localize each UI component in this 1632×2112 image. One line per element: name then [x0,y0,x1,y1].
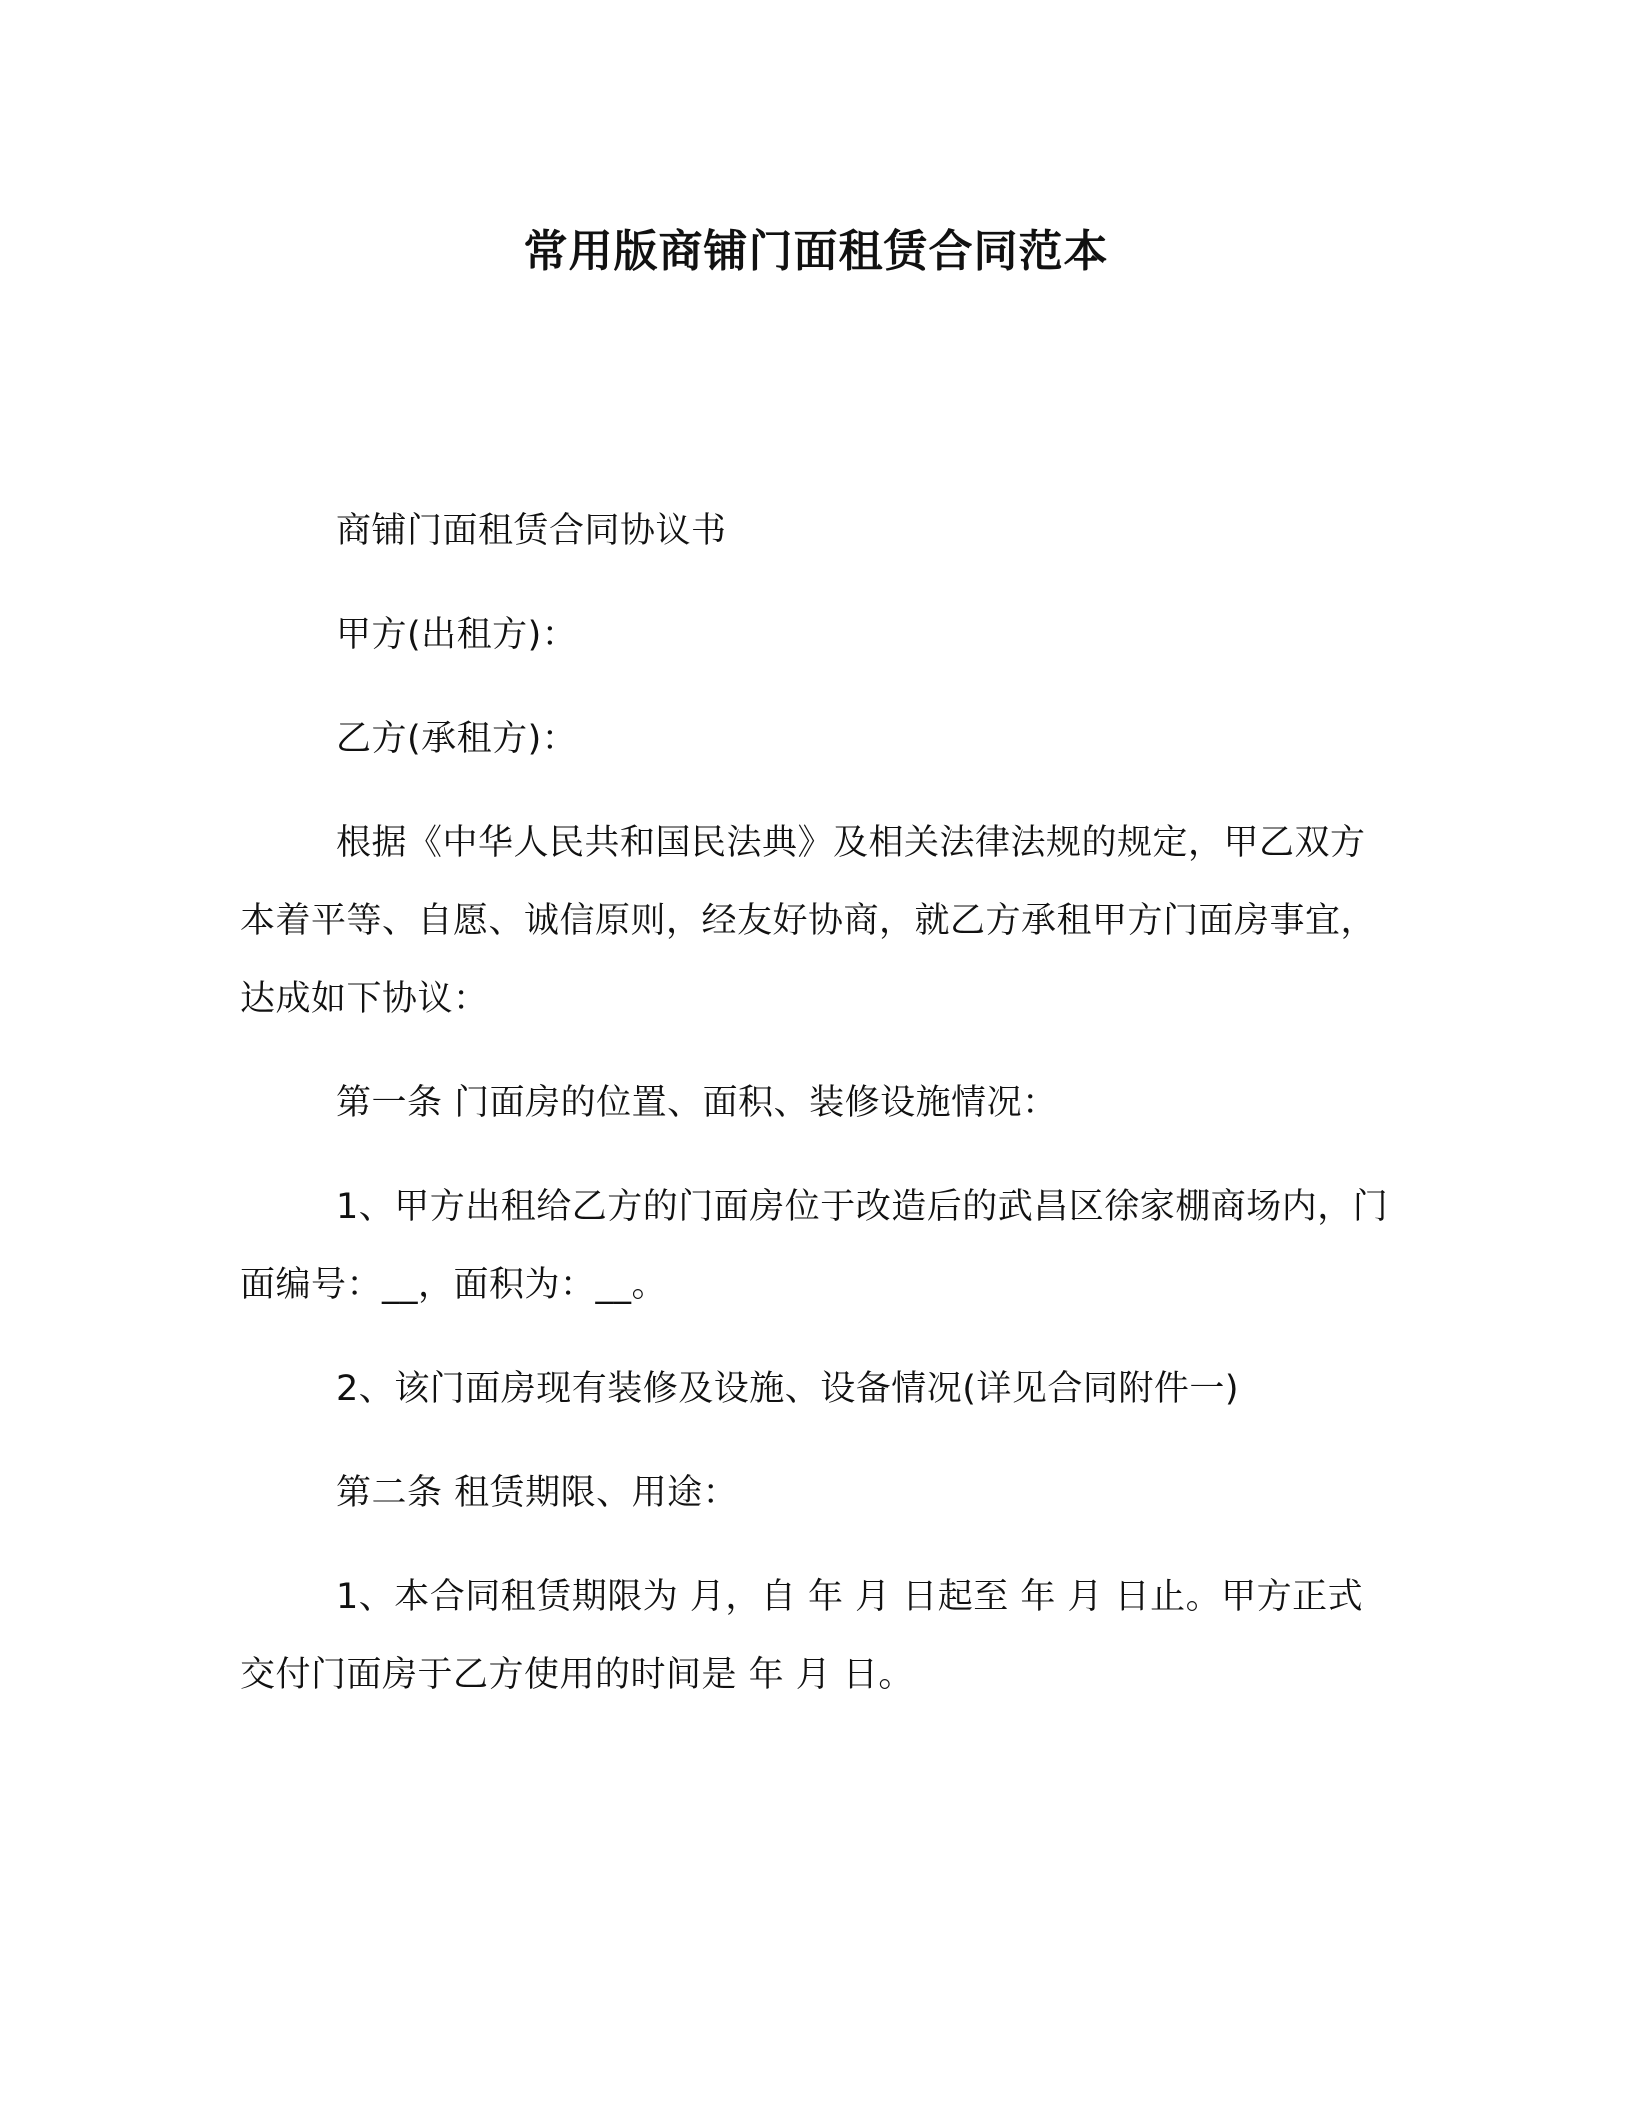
party-a-line: 甲方(出租方)： [336,615,578,655]
agreement-heading: 商铺门面租赁合同协议书 [336,511,727,551]
article-two-heading: 第二条 租赁期限、用途： [336,1473,739,1513]
article-one-heading: 第一条 门面房的位置、面积、装修设施情况： [336,1083,1058,1123]
article-two-clause-1: 1、本合同租赁期限为 月，自 年 月 日起至 年 月 日止。甲方正式交付门面房于乙方使用的时间是 年 月 日。 [240,1577,1364,1695]
document-body [240,492,1390,1740]
article-one-clause-2: 2、该门面房现有装修及设施、设备情况(详见合同附件一) [336,1369,1240,1409]
preamble-paragraph: 根据《中华人民共和国民法典》及相关法律法规的规定，甲乙双方本着平等、自愿、诚信原则，经友好协商，就乙方承租甲方门面房事宜，达成如下协议： [240,823,1377,1019]
article-one-clause-1: 1、甲方出租给乙方的门面房位于改造后的武昌区徐家棚商场内，门面编号：__，面积为：__。 [240,1187,1389,1305]
party-b-line: 乙方(承租方)： [336,719,578,759]
document-title: 常用版商铺门面租赁合同范本 [523,226,1109,277]
